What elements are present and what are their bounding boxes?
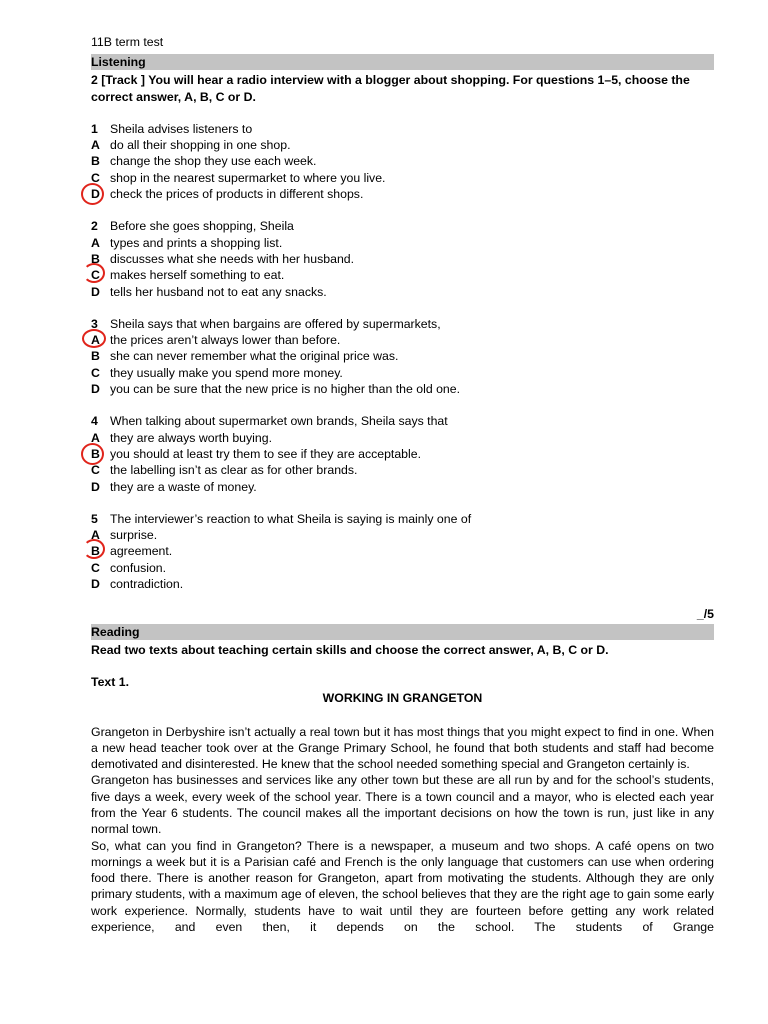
question-stem [91, 316, 714, 332]
answer-option-a[interactable] [91, 332, 714, 348]
option-text: she can never remember what the original price was. [110, 349, 399, 364]
option-text: discusses what she needs with her husband. [110, 251, 355, 266]
question-number: 5 [91, 511, 98, 526]
option-text: the labelling isn’t as clear as for other brands. [110, 463, 358, 478]
listening-section-bar: Listening [91, 54, 714, 70]
question-number: 4 [91, 414, 98, 429]
answer-option-b[interactable] [91, 446, 714, 462]
question-stem-text: When talking about supermarket own brands, Sheila says that [110, 414, 448, 429]
option-letter: B [91, 544, 100, 559]
option-letter: A [91, 235, 100, 250]
option-letter: B [91, 446, 100, 461]
answer-option-b[interactable] [91, 153, 714, 169]
question-stem-text: Before she goes shopping, Sheila [110, 219, 294, 234]
question-5 [91, 511, 714, 592]
option-text: do all their shopping in one shop. [110, 138, 291, 153]
option-letter: C [91, 463, 100, 478]
answer-option-c[interactable] [91, 462, 714, 478]
option-text: shop in the nearest supermarket to where you live. [110, 170, 386, 185]
option-letter: A [91, 138, 100, 153]
option-letter: D [91, 382, 100, 397]
question-number: 3 [91, 316, 98, 331]
option-text: check the prices of products in different shops. [110, 187, 364, 202]
option-letter: B [91, 154, 100, 169]
reading-instruction: Read two texts about teaching certain skills and choose the correct answer, A, B, C or D. [91, 642, 609, 657]
answer-option-c[interactable] [91, 267, 714, 283]
answer-option-b[interactable] [91, 251, 714, 267]
answer-option-d[interactable] [91, 186, 714, 202]
question-stem [91, 218, 714, 234]
option-text: makes herself something to eat. [110, 268, 285, 283]
option-letter: C [91, 170, 100, 185]
answer-option-c[interactable] [91, 170, 714, 186]
option-letter: A [91, 333, 100, 348]
answer-option-b[interactable] [91, 348, 714, 364]
option-text: they usually make you spend more money. [110, 365, 343, 380]
question-stem-text: The interviewer’s reaction to what Sheila is saying is mainly one of [110, 511, 472, 526]
option-text: they are a waste of money. [110, 479, 257, 494]
option-text: change the shop they use each week. [110, 154, 317, 169]
option-letter: B [91, 349, 100, 364]
answer-option-a[interactable] [91, 527, 714, 543]
reading-paragraph-3: So, what can you find in Grangeton? There is a newspaper, a museum and two shops. A café opens on two mornings a week but it is a Parisian café and French is the only language that customers can use when ordering food there. There is another reason for Grangeton, apart from motivating the students. Although they are only primary students, with a maximum age of eleven, the school believes that they are the right age to gain some early work experience. Normally, students have to wait until they are fourteen before getting any work related experience, and even then, it depends on the school. The students of Grange [91, 838, 714, 935]
question-number: 1 [91, 121, 98, 136]
option-letter: C [91, 365, 100, 380]
question-4 [91, 413, 714, 494]
reading-paragraph-1: Grangeton in Derbyshire isn’t actually a real town but it has most things that you might expect to find in one. When a new head teacher took over at the Grange Primary School, he found that both students and staff had become demotivated and disinterested. He knew that the school needed something special and Grangeton certainly is. [91, 724, 714, 772]
question-1 [91, 121, 714, 202]
listening-instruction: 2 [Track ] You will hear a radio interview with a blogger about shopping. For questions 1–5, choose the correct answer, A, B, C or D. [91, 73, 690, 104]
option-text: surprise. [110, 528, 158, 543]
listening-questions [91, 121, 714, 592]
option-letter: A [91, 528, 100, 543]
option-letter: A [91, 430, 100, 445]
option-letter: D [91, 284, 100, 299]
option-text: agreement. [110, 544, 173, 559]
question-3 [91, 316, 714, 397]
question-stem [91, 121, 714, 137]
answer-option-a[interactable] [91, 137, 714, 153]
reading-section-bar: Reading [91, 624, 714, 640]
answer-option-a[interactable] [91, 430, 714, 446]
option-letter: D [91, 479, 100, 494]
option-text: confusion. [110, 560, 167, 575]
question-stem-text: Sheila says that when bargains are offered by supermarkets, [110, 316, 441, 331]
option-text: the prices aren’t always lower than before. [110, 333, 341, 348]
question-stem [91, 413, 714, 429]
document-header: 11B term test [91, 35, 164, 49]
answer-option-b[interactable] [91, 543, 714, 559]
answer-option-d[interactable] [91, 284, 714, 300]
option-text: they are always worth buying. [110, 430, 272, 445]
option-letter: B [91, 251, 100, 266]
listening-score: _/5 [696, 607, 714, 622]
option-text: you can be sure that the new price is no higher than the old one. [110, 382, 461, 397]
option-letter: C [91, 268, 100, 283]
option-text: contradiction. [110, 577, 184, 592]
answer-option-d[interactable] [91, 479, 714, 495]
option-text: you should at least try them to see if they are acceptable. [110, 446, 422, 461]
question-number: 2 [91, 219, 98, 234]
option-text: types and prints a shopping list. [110, 235, 283, 250]
question-stem-text: Sheila advises listeners to [110, 121, 253, 136]
question-2 [91, 218, 714, 299]
answer-option-d[interactable] [91, 381, 714, 397]
reading-text-title: WORKING IN GRANGETON [322, 691, 483, 706]
option-text: tells her husband not to eat any snacks. [110, 284, 327, 299]
option-letter: D [91, 187, 100, 202]
answer-option-a[interactable] [91, 235, 714, 251]
reading-paragraph-2: Grangeton has businesses and services like any other town but these are all run by and for the school’s students, five days a week, every week of the school year. There is a town council and a mayor, who is elected each year from the Year 6 students. The council makes all the important decisions on how the town is run, just like in any normal town. [91, 773, 714, 837]
option-letter: D [91, 577, 100, 592]
reading-text-label: Text 1. [91, 674, 130, 689]
document-page [91, 34, 714, 935]
answer-option-c[interactable] [91, 560, 714, 576]
answer-option-d[interactable] [91, 576, 714, 592]
option-letter: C [91, 560, 100, 575]
question-stem [91, 511, 714, 527]
answer-option-c[interactable] [91, 365, 714, 381]
